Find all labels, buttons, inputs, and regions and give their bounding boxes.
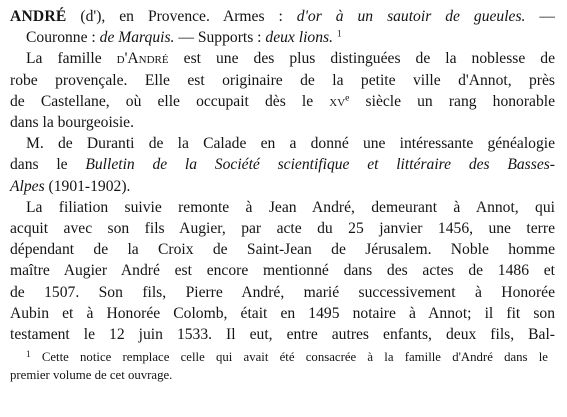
footnote-marker: 1 bbox=[26, 348, 31, 359]
p2-line-3 bbox=[10, 176, 555, 197]
p3-line-1: La filiation suivie remonte à Jean André, demeurant à Annot, qui bbox=[26, 198, 555, 216]
footnote-line-1-text: Cette notice remplace celle qui avait été consacrée à la famille d'André dans le bbox=[30, 350, 548, 364]
p1-line-2: robe provençale. Elle est originaire de la petite ville d'Annot, près bbox=[10, 71, 555, 89]
p3-line-2: acquit avec son fils Augier, par acte du 25 janvier 1456, une terre bbox=[10, 220, 555, 238]
heading-line-2 bbox=[26, 27, 555, 48]
crown-label: Couronne : bbox=[26, 29, 100, 47]
footnote-line-1 bbox=[10, 349, 548, 367]
p1-line-1-start: La famille bbox=[26, 50, 117, 68]
paragraph-filiation bbox=[10, 197, 555, 345]
heading-article: (d'), en Provence. Armes : bbox=[66, 8, 297, 25]
p3-line-4: maître Augier André est encore mentionné dans des actes de 1486 et bbox=[10, 262, 555, 280]
p2-line-2 bbox=[10, 154, 555, 175]
arms-blazon: d'or à un sautoir de gueules. bbox=[296, 8, 526, 25]
p1-line-3-start: de Castellane, où elle occupait dès le bbox=[10, 92, 330, 110]
p3-line-3: dépendant de la Croix de Saint-Jean de Jérusalem. Noble homme bbox=[10, 241, 555, 259]
p1-line-3-end: siècle un rang honorable bbox=[349, 92, 555, 110]
p1-line-3 bbox=[10, 91, 555, 112]
entry-heading-paragraph bbox=[10, 6, 555, 48]
p1-line-4: dans la bourgeoisie. bbox=[10, 114, 135, 132]
heading-line-1 bbox=[10, 6, 555, 27]
bulletin-years: (1901-1902). bbox=[44, 177, 131, 195]
century-suffix: e bbox=[345, 92, 350, 104]
p2-line-2-start: dans le bbox=[10, 156, 86, 174]
p1-line-1-end: est une des plus distinguées de la noblesse de bbox=[168, 50, 555, 68]
paragraph-genealogy bbox=[10, 133, 555, 197]
arms-dash: — bbox=[525, 8, 555, 25]
p3-line-5: de 1507. Son fils, Pierre André, marié successivement à Honorée bbox=[10, 283, 555, 301]
p1-line-1 bbox=[10, 48, 555, 69]
p3-line-6: Aubin et à Honorée Colomb, était en 1495 notaire à Annot; il fit son bbox=[10, 304, 555, 322]
supports-label: — Supports : bbox=[174, 29, 266, 47]
family-name-smallcaps: d'André bbox=[116, 50, 169, 68]
footnote bbox=[10, 349, 548, 384]
paragraph-origin bbox=[10, 48, 555, 133]
bulletin-title-end: Alpes bbox=[10, 177, 45, 195]
century-numeral: xv bbox=[329, 92, 346, 110]
crown-value: de Marquis. bbox=[99, 29, 175, 47]
family-name-heading: ANDRÉ bbox=[10, 8, 67, 25]
p3-line-7: testament le 12 juin 1533. Il eut, entre autres enfants, deux fils, Bal- bbox=[10, 326, 555, 344]
supports-value: deux lions. bbox=[265, 29, 333, 47]
footnote-reference: 1 bbox=[336, 28, 342, 40]
footnote-text bbox=[10, 349, 548, 384]
family-entry bbox=[10, 6, 555, 345]
p2-line-1: M. de Duranti de la Calade en a donné une intéressante généalogie bbox=[26, 135, 555, 153]
footnote-line-2: premier volume de cet ouvrage. bbox=[10, 367, 173, 382]
bulletin-title: Bulletin de la Société scientifique et littéraire des Basses- bbox=[85, 156, 555, 174]
